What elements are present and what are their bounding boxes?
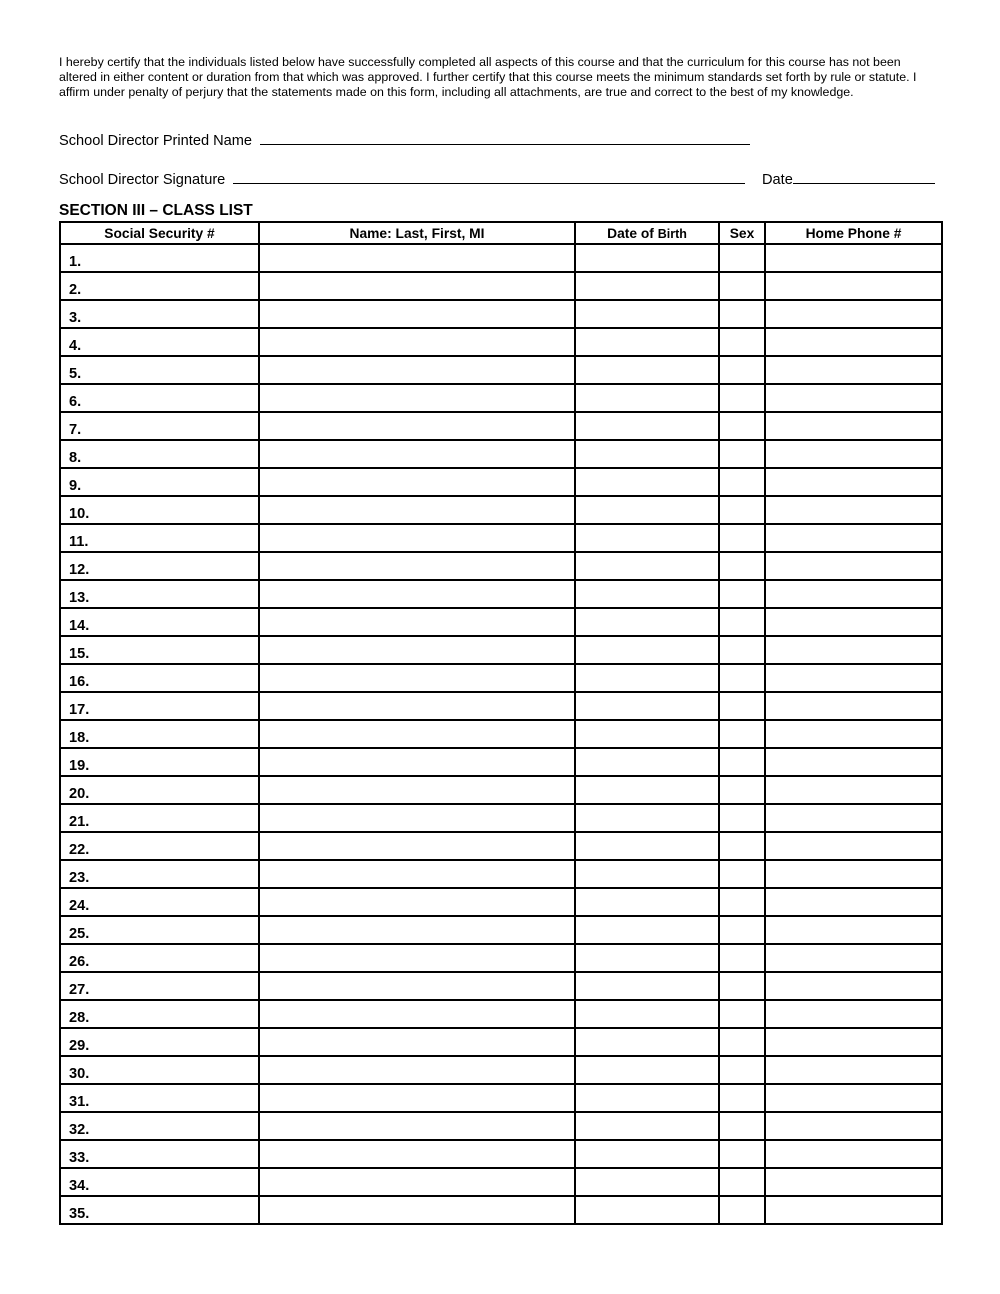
cell-social-security[interactable] [60, 272, 259, 300]
row-number: 29. [69, 1038, 90, 1054]
date-field[interactable] [793, 169, 935, 184]
cell-home-phone[interactable] [765, 328, 942, 356]
table-row [60, 524, 942, 552]
cell-social-security[interactable] [60, 496, 259, 524]
cell-name[interactable] [259, 272, 575, 300]
cell-home-phone[interactable] [765, 1084, 942, 1112]
cell-sex[interactable] [719, 608, 765, 636]
cell-sex[interactable] [719, 972, 765, 1000]
cell-sex[interactable] [719, 720, 765, 748]
director-signature-field[interactable] [233, 169, 745, 184]
cell-date-of-birth[interactable] [575, 608, 719, 636]
row-number: 17. [69, 702, 90, 718]
cell-social-security[interactable] [60, 944, 259, 972]
certification-statement: I hereby certify that the individuals listed below have successfully completed all aspects of this course and that the curriculum for this course has not been altered in either content or duration from that which was approved. I further certify that this course meets the minimum standards set forth by rule or statute. I affirm under penalty of perjury that the statements made on this form, including all attachments, are true and correct to the best of my knowledge. [59, 55, 917, 100]
cell-sex[interactable] [719, 1140, 765, 1168]
cell-date-of-birth[interactable] [575, 1028, 719, 1056]
cell-social-security[interactable] [60, 804, 259, 832]
cell-name[interactable] [259, 1196, 575, 1224]
cell-sex[interactable] [719, 776, 765, 804]
cell-name[interactable] [259, 1084, 575, 1112]
cell-date-of-birth[interactable] [575, 748, 719, 776]
table-row [60, 1140, 942, 1168]
cell-sex[interactable] [719, 272, 765, 300]
cell-social-security[interactable] [60, 776, 259, 804]
row-number: 25. [69, 926, 90, 942]
cell-sex[interactable] [719, 300, 765, 328]
header-sex: Sex [719, 222, 765, 244]
table-row [60, 608, 942, 636]
cell-date-of-birth[interactable] [575, 272, 719, 300]
cell-name[interactable] [259, 972, 575, 1000]
header-dob-main: Date of [607, 225, 658, 241]
cell-date-of-birth[interactable] [575, 888, 719, 916]
cell-date-of-birth[interactable] [575, 1084, 719, 1112]
table-row [60, 552, 942, 580]
cell-social-security[interactable] [60, 916, 259, 944]
cell-name[interactable] [259, 664, 575, 692]
cell-date-of-birth[interactable] [575, 916, 719, 944]
cell-social-security[interactable] [60, 1140, 259, 1168]
cell-name[interactable] [259, 1056, 575, 1084]
cell-sex[interactable] [719, 804, 765, 832]
row-number: 23. [69, 870, 90, 886]
cell-name[interactable] [259, 720, 575, 748]
table-row [60, 1168, 942, 1196]
cell-name[interactable] [259, 524, 575, 552]
cell-sex[interactable] [719, 1196, 765, 1224]
cell-date-of-birth[interactable] [575, 1112, 719, 1140]
director-signature-label: School Director Signature [59, 172, 226, 188]
row-number: 19. [69, 758, 90, 774]
table-row [60, 468, 942, 496]
table-row [60, 328, 942, 356]
cell-home-phone[interactable] [765, 1000, 942, 1028]
cell-social-security[interactable] [60, 1028, 259, 1056]
cell-social-security[interactable] [60, 468, 259, 496]
cell-social-security[interactable] [60, 524, 259, 552]
cell-date-of-birth[interactable] [575, 1168, 719, 1196]
cell-sex[interactable] [719, 832, 765, 860]
cell-social-security[interactable] [60, 888, 259, 916]
row-number: 9. [69, 478, 82, 494]
cell-name[interactable] [259, 356, 575, 384]
cell-sex[interactable] [719, 384, 765, 412]
row-number: 35. [69, 1206, 90, 1222]
table-row [60, 972, 942, 1000]
table-row [60, 384, 942, 412]
cell-home-phone[interactable] [765, 888, 942, 916]
cell-date-of-birth[interactable] [575, 552, 719, 580]
cell-date-of-birth[interactable] [575, 1000, 719, 1028]
cell-home-phone[interactable] [765, 244, 942, 272]
cell-home-phone[interactable] [765, 1168, 942, 1196]
cell-sex[interactable] [719, 524, 765, 552]
cell-date-of-birth[interactable] [575, 1056, 719, 1084]
cell-home-phone[interactable] [765, 412, 942, 440]
cell-home-phone[interactable] [765, 468, 942, 496]
table-row [60, 1196, 942, 1224]
cell-date-of-birth[interactable] [575, 580, 719, 608]
cell-social-security[interactable] [60, 1168, 259, 1196]
table-row [60, 440, 942, 468]
cell-home-phone[interactable] [765, 440, 942, 468]
cell-date-of-birth[interactable] [575, 832, 719, 860]
cell-social-security[interactable] [60, 328, 259, 356]
table-row [60, 356, 942, 384]
cell-social-security[interactable] [60, 1196, 259, 1224]
cell-home-phone[interactable] [765, 748, 942, 776]
cell-social-security[interactable] [60, 1112, 259, 1140]
row-number: 14. [69, 618, 90, 634]
row-number: 7. [69, 422, 82, 438]
cell-home-phone[interactable] [765, 1140, 942, 1168]
cell-date-of-birth[interactable] [575, 720, 719, 748]
cell-sex[interactable] [719, 328, 765, 356]
header-name: Name: Last, First, MI [259, 222, 575, 244]
header-social-security: Social Security # [60, 222, 259, 244]
cell-home-phone[interactable] [765, 272, 942, 300]
cell-name[interactable] [259, 748, 575, 776]
row-number: 18. [69, 730, 90, 746]
cell-home-phone[interactable] [765, 860, 942, 888]
cell-date-of-birth[interactable] [575, 664, 719, 692]
cell-name[interactable] [259, 1168, 575, 1196]
cell-date-of-birth[interactable] [575, 972, 719, 1000]
cell-name[interactable] [259, 832, 575, 860]
cell-home-phone[interactable] [765, 552, 942, 580]
row-number: 6. [69, 394, 82, 410]
cell-home-phone[interactable] [765, 1196, 942, 1224]
director-printed-name-field[interactable] [260, 130, 750, 145]
table-row [60, 272, 942, 300]
cell-home-phone[interactable] [765, 776, 942, 804]
cell-home-phone[interactable] [765, 832, 942, 860]
cell-date-of-birth[interactable] [575, 1196, 719, 1224]
cell-home-phone[interactable] [765, 944, 942, 972]
cell-home-phone[interactable] [765, 608, 942, 636]
cell-date-of-birth[interactable] [575, 412, 719, 440]
cell-home-phone[interactable] [765, 636, 942, 664]
cell-home-phone[interactable] [765, 1112, 942, 1140]
cell-sex[interactable] [719, 664, 765, 692]
cell-name[interactable] [259, 692, 575, 720]
header-home-phone: Home Phone # [765, 222, 942, 244]
cell-name[interactable] [259, 608, 575, 636]
row-number: 32. [69, 1122, 90, 1138]
cell-date-of-birth[interactable] [575, 356, 719, 384]
cell-home-phone[interactable] [765, 972, 942, 1000]
row-number: 30. [69, 1066, 90, 1082]
cell-name[interactable] [259, 1140, 575, 1168]
row-number: 3. [69, 310, 82, 326]
table-row [60, 776, 942, 804]
table-row [60, 1056, 942, 1084]
table-row [60, 664, 942, 692]
cell-home-phone[interactable] [765, 916, 942, 944]
cell-home-phone[interactable] [765, 1028, 942, 1056]
cell-sex[interactable] [719, 748, 765, 776]
cell-date-of-birth[interactable] [575, 776, 719, 804]
cell-name[interactable] [259, 580, 575, 608]
cell-date-of-birth[interactable] [575, 244, 719, 272]
row-number: 27. [69, 982, 90, 998]
table-row [60, 1028, 942, 1056]
cell-date-of-birth[interactable] [575, 1140, 719, 1168]
cell-social-security[interactable] [60, 384, 259, 412]
cell-name[interactable] [259, 552, 575, 580]
row-number: 33. [69, 1150, 90, 1166]
cell-sex[interactable] [719, 636, 765, 664]
row-number: 8. [69, 450, 82, 466]
cell-social-security[interactable] [60, 300, 259, 328]
date-label: Date [762, 172, 793, 188]
cell-social-security[interactable] [60, 860, 259, 888]
table-row [60, 412, 942, 440]
cell-name[interactable] [259, 1112, 575, 1140]
cell-social-security[interactable] [60, 832, 259, 860]
date-row [762, 169, 935, 188]
cell-date-of-birth[interactable] [575, 524, 719, 552]
cell-date-of-birth[interactable] [575, 692, 719, 720]
row-number: 26. [69, 954, 90, 970]
cell-social-security[interactable] [60, 692, 259, 720]
cell-social-security[interactable] [60, 356, 259, 384]
cell-sex[interactable] [719, 1028, 765, 1056]
cell-sex[interactable] [719, 1112, 765, 1140]
table-row [60, 748, 942, 776]
cell-name[interactable] [259, 888, 575, 916]
cell-sex[interactable] [719, 552, 765, 580]
row-number: 2. [69, 282, 82, 298]
cell-date-of-birth[interactable] [575, 300, 719, 328]
cell-name[interactable] [259, 496, 575, 524]
row-number: 21. [69, 814, 90, 830]
cell-social-security[interactable] [60, 440, 259, 468]
cell-sex[interactable] [719, 916, 765, 944]
table-row [60, 720, 942, 748]
row-number: 31. [69, 1094, 90, 1110]
row-number: 34. [69, 1178, 90, 1194]
cell-name[interactable] [259, 1028, 575, 1056]
row-number: 20. [69, 786, 90, 802]
table-row [60, 804, 942, 832]
cell-sex[interactable] [719, 692, 765, 720]
director-printed-name-row [59, 130, 750, 149]
cell-sex[interactable] [719, 440, 765, 468]
row-number: 12. [69, 562, 90, 578]
row-number: 16. [69, 674, 90, 690]
cell-social-security[interactable] [60, 608, 259, 636]
cell-name[interactable] [259, 1000, 575, 1028]
cell-date-of-birth[interactable] [575, 328, 719, 356]
table-row [60, 860, 942, 888]
cell-date-of-birth[interactable] [575, 496, 719, 524]
table-row [60, 636, 942, 664]
cell-name[interactable] [259, 412, 575, 440]
cell-name[interactable] [259, 384, 575, 412]
row-number: 24. [69, 898, 90, 914]
cell-home-phone[interactable] [765, 1056, 942, 1084]
cell-name[interactable] [259, 468, 575, 496]
cell-home-phone[interactable] [765, 356, 942, 384]
cell-date-of-birth[interactable] [575, 860, 719, 888]
cell-name[interactable] [259, 440, 575, 468]
cell-name[interactable] [259, 300, 575, 328]
cell-date-of-birth[interactable] [575, 440, 719, 468]
cell-sex[interactable] [719, 860, 765, 888]
table-row [60, 1000, 942, 1028]
cell-name[interactable] [259, 328, 575, 356]
row-number: 1. [69, 254, 82, 270]
cell-sex[interactable] [719, 1056, 765, 1084]
cell-sex[interactable] [719, 944, 765, 972]
cell-date-of-birth[interactable] [575, 384, 719, 412]
cell-sex[interactable] [719, 244, 765, 272]
table-row [60, 916, 942, 944]
cell-home-phone[interactable] [765, 804, 942, 832]
row-number: 15. [69, 646, 90, 662]
row-number: 13. [69, 590, 90, 606]
director-printed-name-label: School Director Printed Name [59, 133, 253, 149]
cell-sex[interactable] [719, 468, 765, 496]
cell-social-security[interactable] [60, 720, 259, 748]
cell-home-phone[interactable] [765, 692, 942, 720]
cell-social-security[interactable] [60, 972, 259, 1000]
cell-social-security[interactable] [60, 1000, 259, 1028]
cell-home-phone[interactable] [765, 496, 942, 524]
cell-home-phone[interactable] [765, 720, 942, 748]
cell-home-phone[interactable] [765, 300, 942, 328]
table-row [60, 888, 942, 916]
row-number: 5. [69, 366, 82, 382]
table-row [60, 944, 942, 972]
cell-sex[interactable] [719, 580, 765, 608]
cell-date-of-birth[interactable] [575, 944, 719, 972]
cell-name[interactable] [259, 244, 575, 272]
cell-sex[interactable] [719, 1084, 765, 1112]
section-title: SECTION III – CLASS LIST [59, 202, 253, 219]
cell-date-of-birth[interactable] [575, 804, 719, 832]
director-signature-row [59, 169, 745, 188]
row-number: 4. [69, 338, 82, 354]
cell-social-security[interactable] [60, 664, 259, 692]
table-row [60, 300, 942, 328]
cell-home-phone[interactable] [765, 524, 942, 552]
cell-social-security[interactable] [60, 1084, 259, 1112]
row-number: 10. [69, 506, 90, 522]
table-row [60, 244, 942, 272]
cell-name[interactable] [259, 804, 575, 832]
class-list-table [59, 221, 943, 1225]
cell-name[interactable] [259, 916, 575, 944]
table-row [60, 1112, 942, 1140]
cell-sex[interactable] [719, 1168, 765, 1196]
cell-name[interactable] [259, 776, 575, 804]
header-date-of-birth [575, 222, 719, 244]
cell-sex[interactable] [719, 496, 765, 524]
cell-home-phone[interactable] [765, 664, 942, 692]
header-dob-small: Birth [657, 226, 687, 241]
cell-social-security[interactable] [60, 748, 259, 776]
cell-date-of-birth[interactable] [575, 468, 719, 496]
table-row [60, 580, 942, 608]
cell-name[interactable] [259, 944, 575, 972]
cell-sex[interactable] [719, 356, 765, 384]
cell-social-security[interactable] [60, 580, 259, 608]
cell-name[interactable] [259, 636, 575, 664]
cell-sex[interactable] [719, 888, 765, 916]
row-number: 22. [69, 842, 90, 858]
cell-social-security[interactable] [60, 412, 259, 440]
table-header-row [60, 222, 942, 244]
cell-date-of-birth[interactable] [575, 636, 719, 664]
table-row [60, 692, 942, 720]
cell-sex[interactable] [719, 1000, 765, 1028]
table-row [60, 832, 942, 860]
cell-social-security[interactable] [60, 244, 259, 272]
cell-social-security[interactable] [60, 1056, 259, 1084]
row-number: 28. [69, 1010, 90, 1026]
cell-home-phone[interactable] [765, 384, 942, 412]
cell-social-security[interactable] [60, 636, 259, 664]
cell-home-phone[interactable] [765, 580, 942, 608]
cell-social-security[interactable] [60, 552, 259, 580]
table-row [60, 1084, 942, 1112]
row-number: 11. [69, 534, 89, 550]
cell-name[interactable] [259, 860, 575, 888]
table-row [60, 496, 942, 524]
cell-sex[interactable] [719, 412, 765, 440]
